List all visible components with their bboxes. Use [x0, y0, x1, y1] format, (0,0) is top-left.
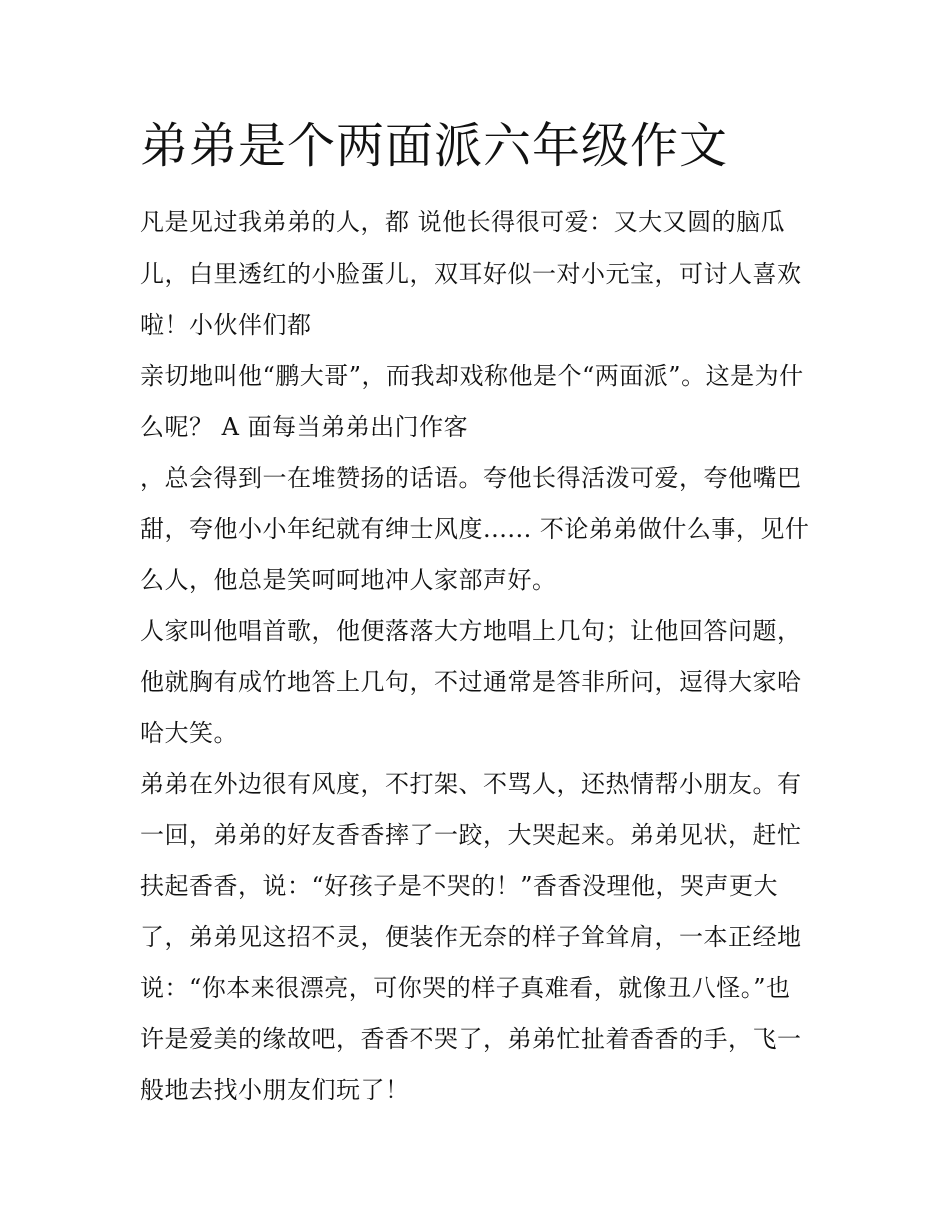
text-line: 许是爱美的缘故吧，香香不哭了，弟弟忙扯着香香的手，飞一 — [140, 1025, 802, 1053]
text-line: 么人，他总是笑呵呵地冲人家部声好。 — [140, 566, 557, 594]
document-title: 弟弟是个两面派六年级作文 — [140, 118, 729, 174]
text-line: 扶起香香，说：“好孩子是不哭的！”香香没理他，哭声更大 — [140, 872, 779, 900]
text-line: 人家叫他唱首歌，他便落落大方地唱上几句；让他回答问题， — [140, 617, 802, 645]
text-line: 他就胸有成竹地答上几句，不过通常是答非所问，逗得大家哈 — [140, 668, 802, 696]
text-line: 了，弟弟见这招不灵，便装作无奈的样子耸耸肩，一本正经地 — [140, 923, 802, 951]
text-line: 一回，弟弟的好友香香摔了一跤，大哭起来。弟弟见状，赶忙 — [140, 821, 802, 849]
text-line: 般地去找小朋友们玩了！ — [140, 1076, 410, 1104]
text-line: 弟弟在外边很有风度，不打架、不骂人，还热情帮小朋友。有 — [140, 770, 802, 798]
text-line: 说：“你本来很漂亮，可你哭的样子真难看，就像丑八怪。”也 — [140, 974, 791, 1002]
text-line: 亲切地叫他“鹏大哥”，而我却戏称他是个“两面派”。这是为什 — [140, 362, 804, 390]
text-line: 哈大笑。 — [140, 719, 238, 747]
text-line: 甜，夸他小小年纪就有绅士风度...... 不论弟弟做什么事，见什 — [140, 515, 810, 543]
text-line: 凡是见过我弟弟的人，都 说他长得很可爱：又大又圆的脑瓜 — [140, 208, 786, 236]
text-line: ，总会得到一在堆赞扬的话语。夸他长得活泼可爱，夸他嘴巴 — [140, 464, 802, 492]
text-line: 啦！小伙伴们都 — [140, 311, 312, 339]
text-line: 儿，白里透红的小脸蛋儿，双耳好似一对小元宝，可讨人喜欢 — [140, 260, 802, 288]
text-line: 么呢？ A 面每当弟弟出门作客 — [140, 413, 469, 441]
